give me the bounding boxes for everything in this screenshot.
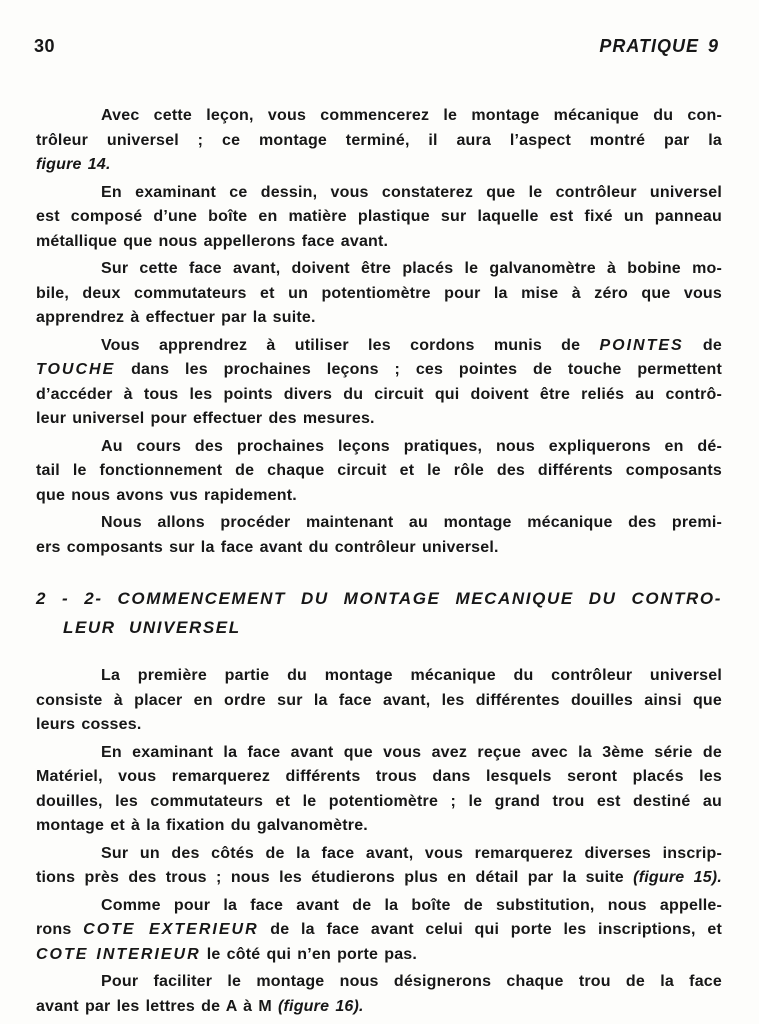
- text-line: [36, 713, 722, 738]
- text-run: métallique que nous appellerons face avant.: [36, 232, 389, 250]
- text-run: Nous allons procéder maintenant au montage mécanique des premi-: [101, 514, 722, 531]
- text-line: [36, 230, 722, 255]
- header-title: PRATIQUE 9: [599, 36, 719, 56]
- paragraph: [36, 181, 722, 255]
- text-run: POINTES: [599, 336, 684, 354]
- text-line: [36, 383, 722, 408]
- text-run: Vous apprendrez à utiliser les cordons munis de: [101, 336, 600, 354]
- text-line: [36, 334, 722, 359]
- text-run: COTE INTERIEUR: [36, 945, 201, 963]
- paragraph: [36, 741, 722, 839]
- text-line: [36, 536, 722, 561]
- paragraph: [36, 970, 722, 1019]
- text-line: [36, 435, 722, 460]
- text-line: [36, 689, 722, 714]
- text-run: trôleur universel ; ce montage terminé, il aura l’aspect montré par la: [36, 131, 722, 149]
- page-content: [36, 104, 722, 1022]
- text-line: [36, 306, 722, 331]
- text-line: [36, 943, 722, 968]
- paragraph: [36, 842, 722, 891]
- text-line: [36, 918, 722, 943]
- text-run: 2 - 2- COMMENCEMENT DU MONTAGE MECANIQUE DU CONTRO-: [36, 589, 722, 608]
- text-line: [36, 205, 722, 230]
- text-line: [36, 613, 722, 642]
- text-run: de la face avant celui qui porte les inscriptions, et: [258, 921, 722, 938]
- text-line: [36, 866, 722, 891]
- text-line: [36, 765, 722, 790]
- text-line: [36, 282, 722, 307]
- text-run: La première partie du montage mécanique du contrôleur universel: [101, 667, 722, 684]
- text-run: apprendrez à effectuer par la suite.: [36, 309, 316, 326]
- paragraph: [36, 511, 722, 560]
- text-line: [36, 153, 722, 178]
- paragraph: [36, 104, 722, 178]
- text-run: tail le fonctionnement de chaque circuit et le rôle des différents composants: [36, 462, 722, 479]
- text-run: tions près des trous ; nous les étudierons plus en détail par la suite: [36, 869, 634, 886]
- text-line: [36, 104, 722, 129]
- text-run: COTE EXTERIEUR: [83, 921, 259, 938]
- text-run: le côté qui n’en porte pas.: [200, 945, 418, 963]
- text-line: [36, 970, 722, 995]
- text-run: Matériel, vous remarquerez différents trous dans lesquels seront placés les: [36, 768, 722, 785]
- text-run: rons: [36, 921, 84, 938]
- paragraph: [36, 435, 722, 509]
- paragraph: [36, 334, 722, 432]
- text-run: de: [683, 336, 722, 354]
- text-run: dans les prochaines leçons ; ces pointes de touche permettent: [115, 361, 722, 378]
- text-run: est composé d’une boîte en matière plastique sur laquelle est fixé un panneau: [36, 208, 722, 225]
- text-line: [36, 814, 722, 839]
- text-run: leur universel pour effectuer des mesures.: [36, 410, 375, 427]
- text-run: d’accéder à tous les points divers du circuit qui doivent être reliés au contrô-: [36, 385, 722, 403]
- text-run: En examinant ce dessin, vous constaterez que le contrôleur universel: [101, 183, 722, 201]
- text-line: [36, 664, 722, 689]
- text-run: figure 14.: [36, 156, 111, 173]
- text-run: Au cours des prochaines leçons pratiques, nous expliquerons en dé-: [101, 437, 722, 455]
- text-run: (figure 15).: [633, 869, 722, 886]
- text-run: avant par les lettres de A à M: [36, 997, 278, 1015]
- page-header: [34, 36, 719, 57]
- section-heading: [36, 584, 722, 642]
- paragraph: [36, 664, 722, 738]
- text-run: montage et à la fixation du galvanomètre.: [36, 817, 368, 834]
- text-line: [36, 129, 722, 154]
- text-run: TOUCHE: [36, 361, 116, 378]
- text-run: que nous avons vus rapidement.: [36, 486, 297, 504]
- text-run: Pour faciliter le montage nous désignerons chaque trou de la face: [101, 973, 722, 990]
- text-line: [36, 181, 722, 206]
- text-run: Comme pour la face avant de la boîte de substitution, nous appelle-: [101, 896, 722, 914]
- text-line: [36, 894, 722, 919]
- text-run: douilles, les commutateurs et le potentiomètre ; le grand trou est destiné au: [36, 792, 722, 810]
- text-line: [36, 484, 722, 509]
- text-run: En examinant la face avant que vous avez reçue avec la 3ème série de: [101, 743, 722, 761]
- text-line: [36, 511, 722, 536]
- text-line: [36, 584, 722, 613]
- text-line: [36, 995, 722, 1020]
- text-line: [36, 842, 722, 867]
- text-run: Sur cette face avant, doivent être placés le galvanomètre à bobine mo-: [101, 260, 722, 277]
- text-run: (figure 16).: [278, 997, 364, 1015]
- paragraph: [36, 894, 722, 968]
- text-run: leurs cosses.: [36, 716, 142, 733]
- text-run: consiste à placer en ordre sur la face avant, les différentes douilles ainsi que: [36, 691, 722, 709]
- text-line: [36, 790, 722, 815]
- text-run: LEUR UNIVERSEL: [63, 618, 241, 637]
- page-number: 30: [34, 36, 56, 56]
- text-line: [36, 459, 722, 484]
- text-line: [36, 741, 722, 766]
- text-line: [36, 407, 722, 432]
- text-run: Avec cette leçon, vous commencerez le montage mécanique du con-: [101, 107, 722, 124]
- text-line: [36, 257, 722, 282]
- text-run: Sur un des côtés de la face avant, vous remarquerez diverses inscrip-: [101, 844, 722, 862]
- text-run: ers composants sur la face avant du contrôleur universel.: [36, 538, 499, 556]
- paragraph: [36, 257, 722, 331]
- text-run: bile, deux commutateurs et un potentiomètre pour la mise à zéro que vous: [36, 284, 722, 302]
- text-line: [36, 358, 722, 383]
